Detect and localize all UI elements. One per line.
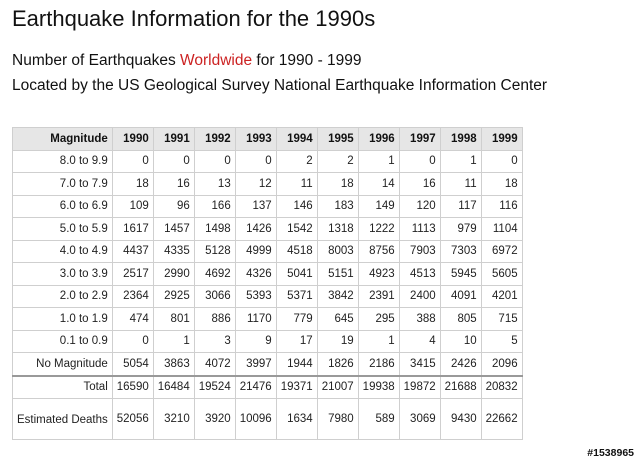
table-cell: 1617 — [112, 218, 153, 241]
table-cell: 120 — [399, 195, 440, 218]
table-cell: 886 — [194, 308, 235, 331]
header-year: 1990 — [112, 128, 153, 151]
header-year: 1992 — [194, 128, 235, 151]
table-cell: 2186 — [358, 353, 399, 376]
table-cell: 19524 — [194, 376, 235, 399]
table-cell: 183 — [317, 195, 358, 218]
table-cell: 18 — [317, 173, 358, 196]
table-cell: 8756 — [358, 240, 399, 263]
table-cell: 19 — [317, 330, 358, 353]
table-cell: 589 — [358, 399, 399, 440]
page-title: Earthquake Information for the 1990s — [12, 6, 376, 31]
table-cell: 2364 — [112, 285, 153, 308]
table-cell: 1 — [358, 330, 399, 353]
table-cell: 645 — [317, 308, 358, 331]
table-cell: 1 — [153, 330, 194, 353]
table-row — [13, 218, 523, 241]
row-label: 5.0 to 5.9 — [13, 218, 113, 241]
table-cell: 7303 — [440, 240, 481, 263]
table-cell: 388 — [399, 308, 440, 331]
table-cell: 5945 — [440, 263, 481, 286]
table-cell: 7903 — [399, 240, 440, 263]
table-cell: 4072 — [194, 353, 235, 376]
watermark: #1538965 — [587, 447, 634, 459]
table-cell: 0 — [112, 150, 153, 173]
earthquake-table — [12, 127, 523, 440]
table-row — [13, 150, 523, 173]
table-cell: 16 — [399, 173, 440, 196]
table-cell: 4692 — [194, 263, 235, 286]
table-cell: 18 — [112, 173, 153, 196]
table-cell: 1 — [358, 150, 399, 173]
row-label: 3.0 to 3.9 — [13, 263, 113, 286]
table-header-row — [13, 128, 523, 151]
table-row — [13, 173, 523, 196]
deaths-row — [13, 399, 523, 440]
table-cell: 1498 — [194, 218, 235, 241]
table-cell: 5151 — [317, 263, 358, 286]
row-label: 0.1 to 0.9 — [13, 330, 113, 353]
table-cell: 16 — [153, 173, 194, 196]
subtitle — [12, 52, 362, 70]
table-cell: 1170 — [235, 308, 276, 331]
table-cell: 19872 — [399, 376, 440, 399]
table-cell: 5605 — [481, 263, 522, 286]
table-cell: 2925 — [153, 285, 194, 308]
table-cell: 1222 — [358, 218, 399, 241]
table-cell: 4437 — [112, 240, 153, 263]
table-cell: 1542 — [276, 218, 317, 241]
table-cell: 117 — [440, 195, 481, 218]
header-magnitude: Magnitude — [13, 128, 113, 151]
table-cell: 12 — [235, 173, 276, 196]
table-cell: 116 — [481, 195, 522, 218]
table-body — [13, 150, 523, 440]
table-cell: 779 — [276, 308, 317, 331]
table-cell: 52056 — [112, 399, 153, 440]
total-row — [13, 376, 523, 399]
table-cell: 11 — [276, 173, 317, 196]
table-cell: 1318 — [317, 218, 358, 241]
table-cell: 4999 — [235, 240, 276, 263]
table-row — [13, 308, 523, 331]
table-cell: 6972 — [481, 240, 522, 263]
table-cell: 295 — [358, 308, 399, 331]
table-cell: 5054 — [112, 353, 153, 376]
table-cell: 1457 — [153, 218, 194, 241]
table-cell: 166 — [194, 195, 235, 218]
row-label: 6.0 to 6.9 — [13, 195, 113, 218]
row-label: 4.0 to 4.9 — [13, 240, 113, 263]
table-cell: 5128 — [194, 240, 235, 263]
table-cell: 2391 — [358, 285, 399, 308]
table-cell: 805 — [440, 308, 481, 331]
table-cell: 21007 — [317, 376, 358, 399]
table-cell: 3842 — [317, 285, 358, 308]
table-cell: 0 — [112, 330, 153, 353]
table-cell: 14 — [358, 173, 399, 196]
table-cell: 10 — [440, 330, 481, 353]
table-cell: 4201 — [481, 285, 522, 308]
header-year: 1997 — [399, 128, 440, 151]
table-cell: 1104 — [481, 218, 522, 241]
table-cell: 5393 — [235, 285, 276, 308]
table-cell: 2 — [276, 150, 317, 173]
table-cell: 3997 — [235, 353, 276, 376]
table-cell: 149 — [358, 195, 399, 218]
table-cell: 0 — [481, 150, 522, 173]
table-cell: 979 — [440, 218, 481, 241]
table-cell: 715 — [481, 308, 522, 331]
table-cell: 1634 — [276, 399, 317, 440]
table-cell: 0 — [153, 150, 194, 173]
table-cell: 474 — [112, 308, 153, 331]
table-cell: 2400 — [399, 285, 440, 308]
row-label: 7.0 to 7.9 — [13, 173, 113, 196]
header-year: 1995 — [317, 128, 358, 151]
table-cell: 109 — [112, 195, 153, 218]
table-cell: 2517 — [112, 263, 153, 286]
table-cell: 22662 — [481, 399, 522, 440]
table-cell: 20832 — [481, 376, 522, 399]
header-year: 1999 — [481, 128, 522, 151]
table-cell: 2426 — [440, 353, 481, 376]
table-cell: 146 — [276, 195, 317, 218]
table-cell: 4518 — [276, 240, 317, 263]
header-year: 1991 — [153, 128, 194, 151]
table-cell: 9 — [235, 330, 276, 353]
table-row — [13, 263, 523, 286]
table-cell: 10096 — [235, 399, 276, 440]
table-cell: 4091 — [440, 285, 481, 308]
table-cell: 19371 — [276, 376, 317, 399]
table-cell: 7980 — [317, 399, 358, 440]
table-cell: 21688 — [440, 376, 481, 399]
table-cell: 3069 — [399, 399, 440, 440]
row-label: 1.0 to 1.9 — [13, 308, 113, 331]
table-row — [13, 240, 523, 263]
table-cell: 5371 — [276, 285, 317, 308]
earthquake-table-container — [12, 127, 523, 440]
table-cell: 19938 — [358, 376, 399, 399]
table-cell: 3863 — [153, 353, 194, 376]
table-cell: 13 — [194, 173, 235, 196]
header-year: 1998 — [440, 128, 481, 151]
table-cell: 21476 — [235, 376, 276, 399]
table-cell: 137 — [235, 195, 276, 218]
table-cell: 3066 — [194, 285, 235, 308]
source-line: Located by the US Geological Survey National Earthquake Information Center — [12, 77, 548, 94]
table-cell: 2096 — [481, 353, 522, 376]
header-year: 1993 — [235, 128, 276, 151]
table-cell: 4 — [399, 330, 440, 353]
row-label: No Magnitude — [13, 353, 113, 376]
table-cell: 18 — [481, 173, 522, 196]
table-cell: 11 — [440, 173, 481, 196]
table-cell: 801 — [153, 308, 194, 331]
table-cell: 3210 — [153, 399, 194, 440]
row-label: Estimated Deaths — [13, 399, 113, 440]
table-cell: 5 — [481, 330, 522, 353]
table-cell: 4923 — [358, 263, 399, 286]
table-cell: 1826 — [317, 353, 358, 376]
subtitle-prefix: Number of Earthquakes — [12, 52, 181, 69]
table-cell: 9430 — [440, 399, 481, 440]
table-cell: 96 — [153, 195, 194, 218]
table-cell: 4326 — [235, 263, 276, 286]
table-cell: 1113 — [399, 218, 440, 241]
subtitle-suffix: for 1990 - 1999 — [252, 52, 362, 69]
row-label: Total — [13, 376, 113, 399]
table-row — [13, 195, 523, 218]
table-cell: 0 — [399, 150, 440, 173]
table-cell: 3920 — [194, 399, 235, 440]
table-cell: 8003 — [317, 240, 358, 263]
table-cell: 5041 — [276, 263, 317, 286]
table-cell: 1426 — [235, 218, 276, 241]
worldwide-link[interactable]: Worldwide — [180, 52, 253, 69]
table-row — [13, 285, 523, 308]
table-cell: 17 — [276, 330, 317, 353]
table-cell: 0 — [194, 150, 235, 173]
header-year: 1996 — [358, 128, 399, 151]
header-year: 1994 — [276, 128, 317, 151]
table-cell: 3415 — [399, 353, 440, 376]
table-row — [13, 330, 523, 353]
table-cell: 16590 — [112, 376, 153, 399]
table-cell: 4513 — [399, 263, 440, 286]
table-cell: 16484 — [153, 376, 194, 399]
table-cell: 1 — [440, 150, 481, 173]
table-row — [13, 353, 523, 376]
table-cell: 1944 — [276, 353, 317, 376]
table-cell: 2 — [317, 150, 358, 173]
row-label: 8.0 to 9.9 — [13, 150, 113, 173]
table-cell: 2990 — [153, 263, 194, 286]
table-cell: 3 — [194, 330, 235, 353]
row-label: 2.0 to 2.9 — [13, 285, 113, 308]
table-cell: 0 — [235, 150, 276, 173]
table-cell: 4335 — [153, 240, 194, 263]
